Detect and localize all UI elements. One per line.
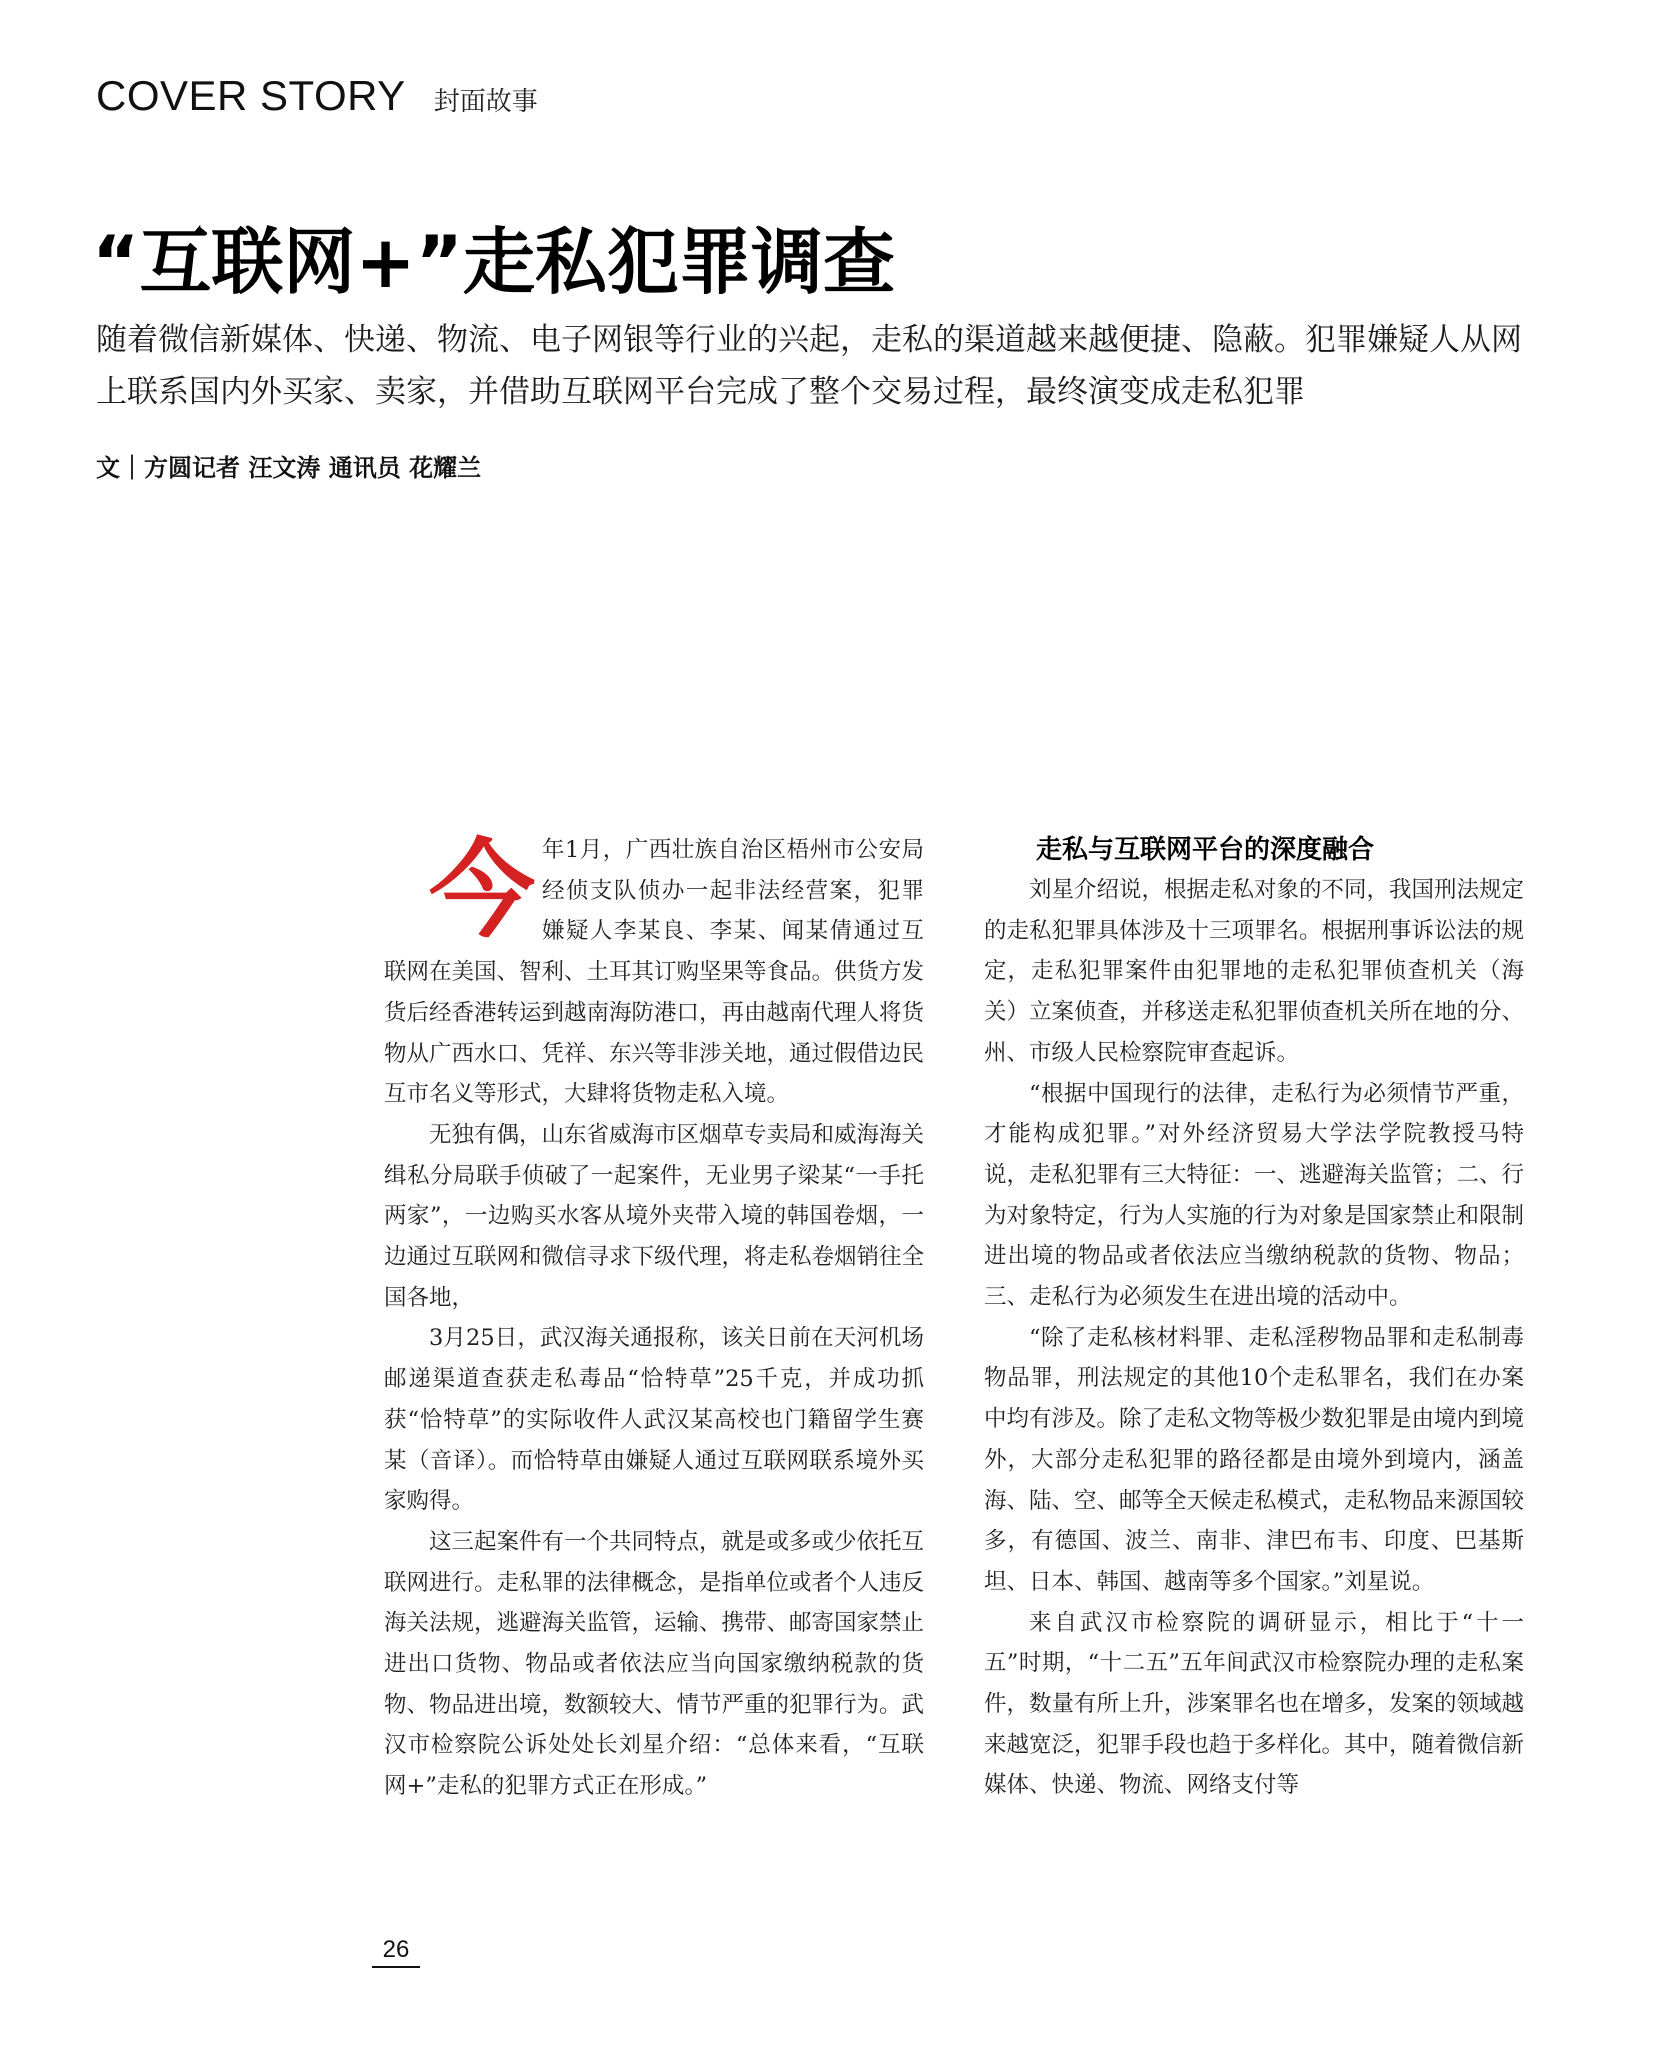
section-header	[96, 72, 538, 120]
article-byline: 文｜方圆记者 汪文涛 通讯员 花耀兰	[96, 453, 482, 482]
body-column-right	[984, 830, 1524, 1806]
body-paragraph: 无独有偶，山东省威海市区烟草专卖局和威海海关缉私分局联手侦破了一起案件，无业男子梁某“一手托两家”，一边购买水客从境外夹带入境的韩国卷烟，一边通过互联网和微信寻求下级代理，将走私卷烟销往全国各地，	[384, 1121, 925, 1311]
section-label-en: COVER STORY	[96, 72, 406, 119]
body-paragraph	[384, 830, 924, 1115]
body-paragraph: 来自武汉市检察院的调研显示，相比于“十一五”时期，“十二五”五年间武汉市检察院办理的走私案件，数量有所上升，涉案罪名也在增多，发案的领域越来越宽泛，犯罪手段也趋于多样化。其中，随着微信新媒体、快递、物流、网络支付等	[984, 1609, 1525, 1799]
body-paragraph: 3月25日，武汉海关通报称，该关日前在天河机场邮递渠道查获走私毒品“恰特草”25千克，并成功抓获“恰特草”的实际收件人武汉某高校也门籍留学生赛某（音译）。而恰特草由嫌疑人通过互联网联系境外买家购得。	[384, 1325, 924, 1515]
section-subheading: 走私与互联网平台的深度融合	[1036, 835, 1375, 865]
section-label-cn: 封面故事	[433, 87, 538, 117]
body-paragraph: “除了走私核材料罪、走私淫秽物品罪和走私制毒物品罪，刑法规定的其他10个走私罪名，我们在办案中均有涉及。除了走私文物等极少数犯罪是由境内到境外，大部分走私犯罪的路径都是由境外到境内，涵盖海、陆、空、邮等全天候走私模式，走私物品来源国较多，有德国、波兰、南非、津巴布韦、印度、巴基斯坦、日本、韩国、越南等多个国家。”刘星说。	[984, 1324, 1525, 1595]
drop-cap-glyph: 今	[429, 829, 535, 952]
page-number: 26	[372, 1936, 420, 1968]
body-paragraph: 这三起案件有一个共同特点，就是或多或少依托互联网进行。走私罪的法律概念，是指单位或者个人违反海关法规，逃避海关监管，运输、携带、邮寄国家禁止进出口货物、物品或者依法应当向国家缴纳税款的货物、物品进出境，数额较大、情节严重的犯罪行为。武汉市检察院公诉处处长刘星介绍：“总体来看，“互联网+”走私的犯罪方式正在形成。”	[384, 1528, 925, 1800]
body-column-left	[384, 830, 924, 1807]
article-deck: 随着微信新媒体、快递、物流、电子网银等行业的兴起，走私的渠道越来越便捷、隐蔽。犯罪嫌疑人从网上联系国内外买家、卖家，并借助互联网平台完成了整个交易过程，最终演变成走私犯罪	[96, 322, 1522, 410]
body-paragraph: 刘星介绍说，根据走私对象的不同，我国刑法规定的走私犯罪具体涉及十三项罪名。根据刑事诉讼法的规定，走私犯罪案件由犯罪地的走私犯罪侦查机关（海关）立案侦查，并移送走私犯罪侦查机关所在地的分、州、市级人民检察院审查起诉。	[984, 877, 1525, 1066]
paragraph-text: 年1月，广西壮族自治区梧州市公安局经侦支队侦办一起非法经营案，犯罪嫌疑人李某良、李某、闻某倩通过互联网在美国、智利、土耳其订购坚果等食品。供货方发货后经香港转运到越南海防港口，再由越南代理人将货物从广西水口、凭祥、东兴等非涉关地，通过假借边民互市名义等形式，大肆将货物走私入境。	[384, 837, 925, 1108]
body-paragraph: “根据中国现行的法律，走私行为必须情节严重，才能构成犯罪。”对外经济贸易大学法学院教授马特说，走私犯罪有三大特征：一、逃避海关监管；二、行为对象特定，行为人实施的行为对象是国家禁止和限制进出境的物品或者依法应当缴纳税款的货物、物品；三、走私行为必须发生在进出境的活动中。	[984, 1080, 1525, 1311]
article-title: “互联网+”走私犯罪调查	[92, 220, 895, 304]
drop-cap	[429, 829, 535, 952]
